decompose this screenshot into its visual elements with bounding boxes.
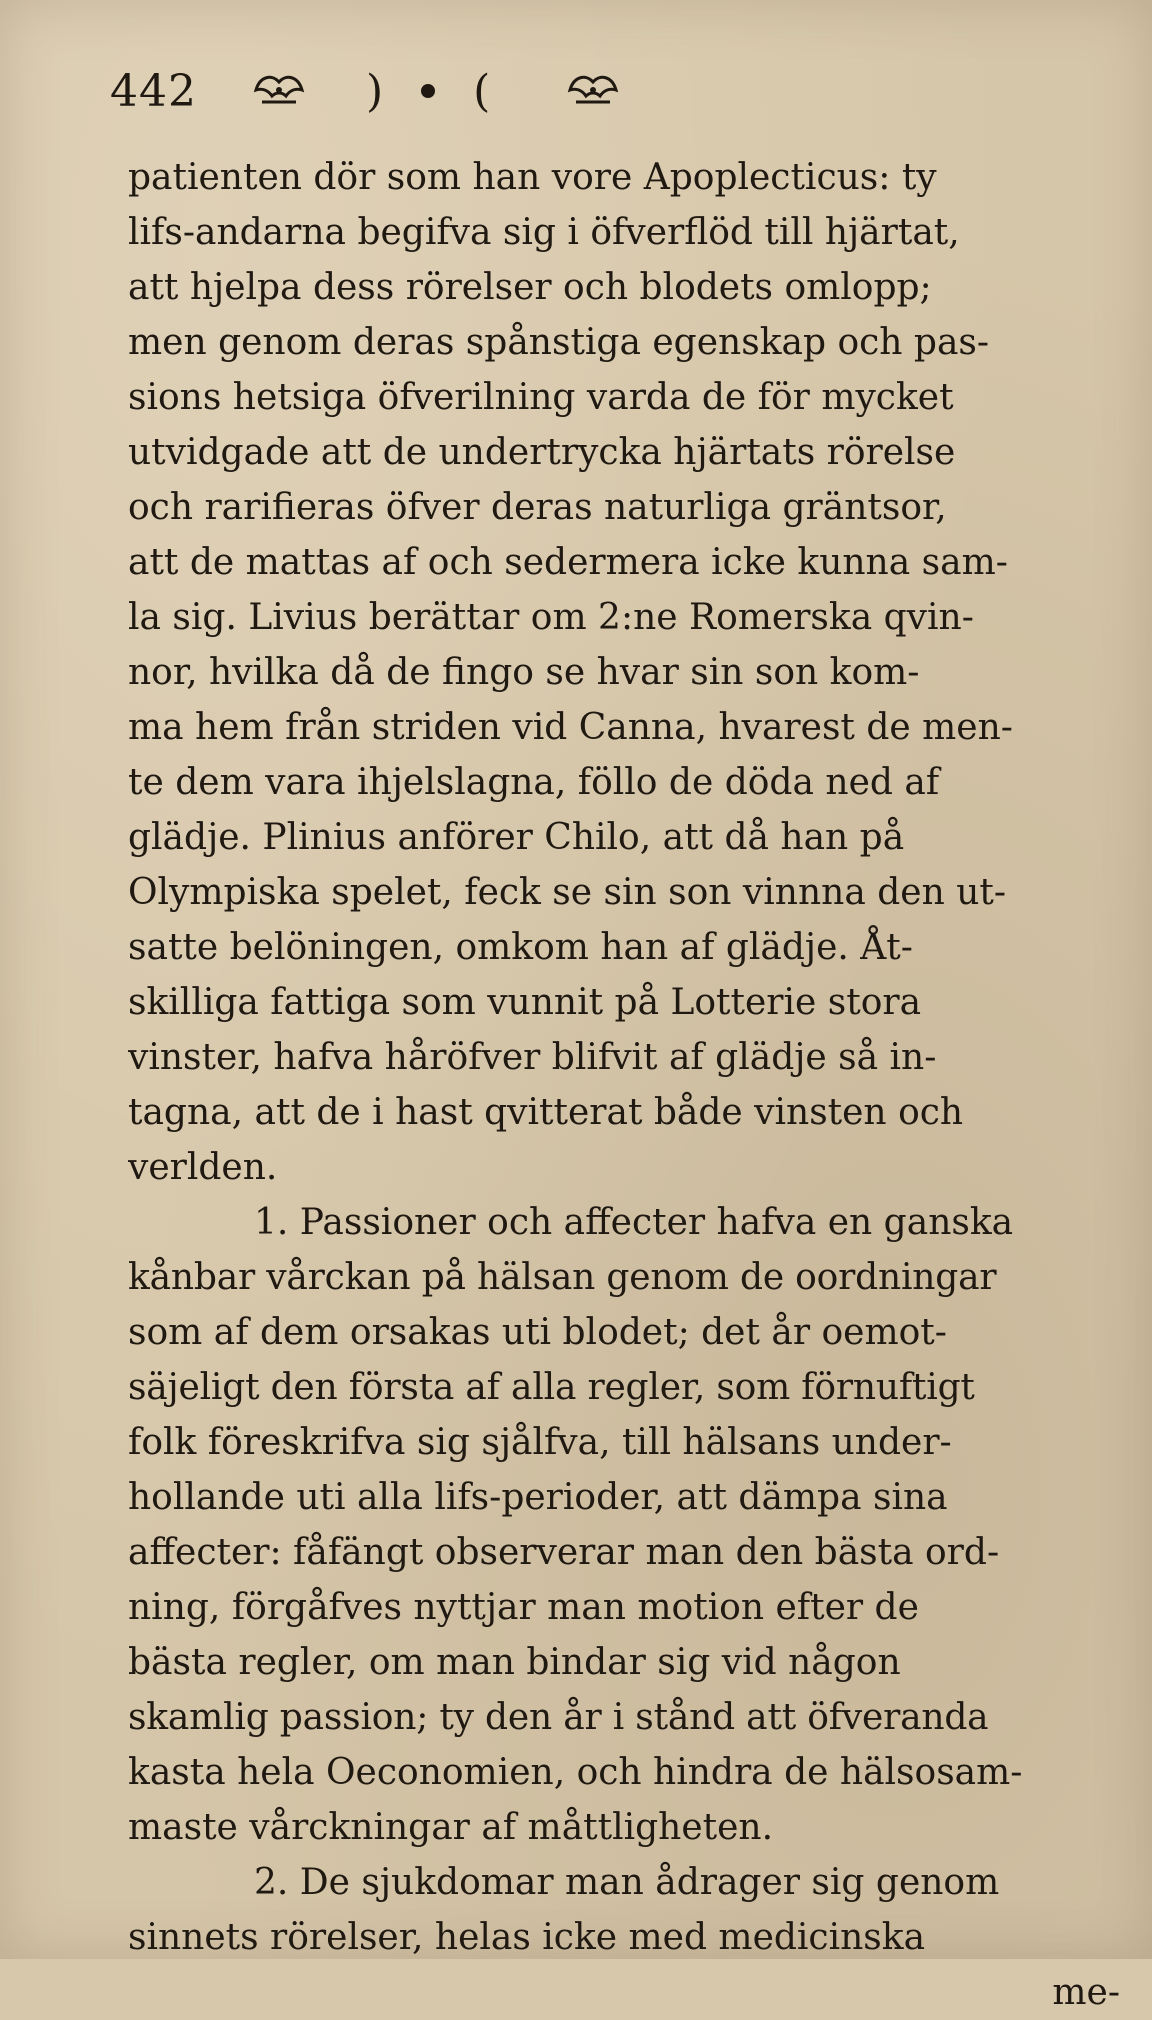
text-line-23: säjeligt den första af alla regler, som förnuftigt [128, 1367, 975, 1408]
text-line-27: ning, förgåfves nyttjar man motion efter de [128, 1587, 919, 1628]
text-line-8: att de mattas af och sedermera icke kunna sam- [128, 542, 1008, 583]
text-line-14: Olympiska spelet, feck se sin son vinnna den ut- [128, 872, 1007, 913]
text-line-5: sions hetsiga öfverilning varda de för mycket [128, 377, 954, 418]
text-line-16: skilliga fattiga som vunnit på Lotterie stora [128, 982, 922, 1023]
text-line-7: och rarifieras öfver deras naturliga gräntsor, [128, 487, 947, 528]
left-ornament-icon [250, 70, 308, 112]
heading-marks [366, 66, 490, 117]
text-line-29: skamlig passion; ty den år i stånd att öfveranda [128, 1697, 989, 1738]
text-line-2: lifs-andarna begifva sig i öfverflöd till hjärtat, [128, 212, 960, 253]
right-ornament-icon [564, 70, 622, 112]
text-line-11: ma hem från striden vid Canna, hvarest de men- [128, 707, 1013, 748]
text-line-4: men genom deras spånstiga egenskap och pas- [128, 322, 990, 363]
text-line-28: bästa regler, om man bindar sig vid någon [128, 1642, 901, 1683]
text-line-15: satte belöningen, omkom han af glädje. Åt- [128, 927, 913, 968]
text-block [128, 150, 1138, 2020]
center-dot [421, 84, 435, 98]
text-line-26: affecter: fåfängt observerar man den bästa ord- [128, 1532, 1000, 1573]
text-line-17: vinster, hafva håröfver blifvit af glädje så in- [128, 1037, 937, 1078]
text-line-10: nor, hvilka då de fingo se hvar sin son kom- [128, 652, 920, 693]
text-line-18: tagna, att de i hast qvitterat både vinsten och [128, 1092, 964, 1133]
text-line-33: sinnets rörelser, helas icke med medicinska [128, 1917, 926, 1958]
right-parenthesis: ( [473, 65, 491, 117]
text-line-24: folk föreskrifva sig sjålfva, till hälsans under- [128, 1422, 952, 1463]
page-number: 442 [110, 65, 197, 117]
text-line-19: verlden. [128, 1147, 278, 1188]
left-parenthesis: ) [366, 65, 384, 117]
text-line-30: kasta hela Oeconomien, och hindra de hälsosam- [128, 1752, 1023, 1793]
text-line-9: la sig. Livius berättar om 2:ne Romerska qvin- [128, 597, 974, 638]
text-line-31: maste vårckningar af måttligheten. [128, 1807, 774, 1848]
text-line-22: som af dem orsakas uti blodet; det år oemot- [128, 1312, 947, 1353]
text-line-3: att hjelpa dess rörelser och blodets omlopp; [128, 267, 932, 308]
running-head [110, 48, 1112, 134]
text-line-6: utvidgade att de undertrycka hjärtats rörelse [128, 432, 956, 473]
text-line-21: kånbar vårckan på hälsan genom de oordningar [128, 1257, 997, 1298]
catchword: me- [1052, 1972, 1120, 2013]
text-line-20: 1. Passioner och affecter hafva en ganska [254, 1202, 1014, 1243]
text-line-25: hollande uti alla lifs-perioder, att dämpa sina [128, 1477, 948, 1518]
text-line-32: 2. De sjukdomar man ådrager sig genom [254, 1862, 1000, 1903]
text-line-12: te dem vara ihjelslagna, föllo de döda ned af [128, 762, 940, 803]
text-line-1: patienten dör som han vore Apoplecticus: ty [128, 157, 937, 198]
text-line-13: glädje. Plinius anförer Chilo, att då han på [128, 817, 905, 858]
